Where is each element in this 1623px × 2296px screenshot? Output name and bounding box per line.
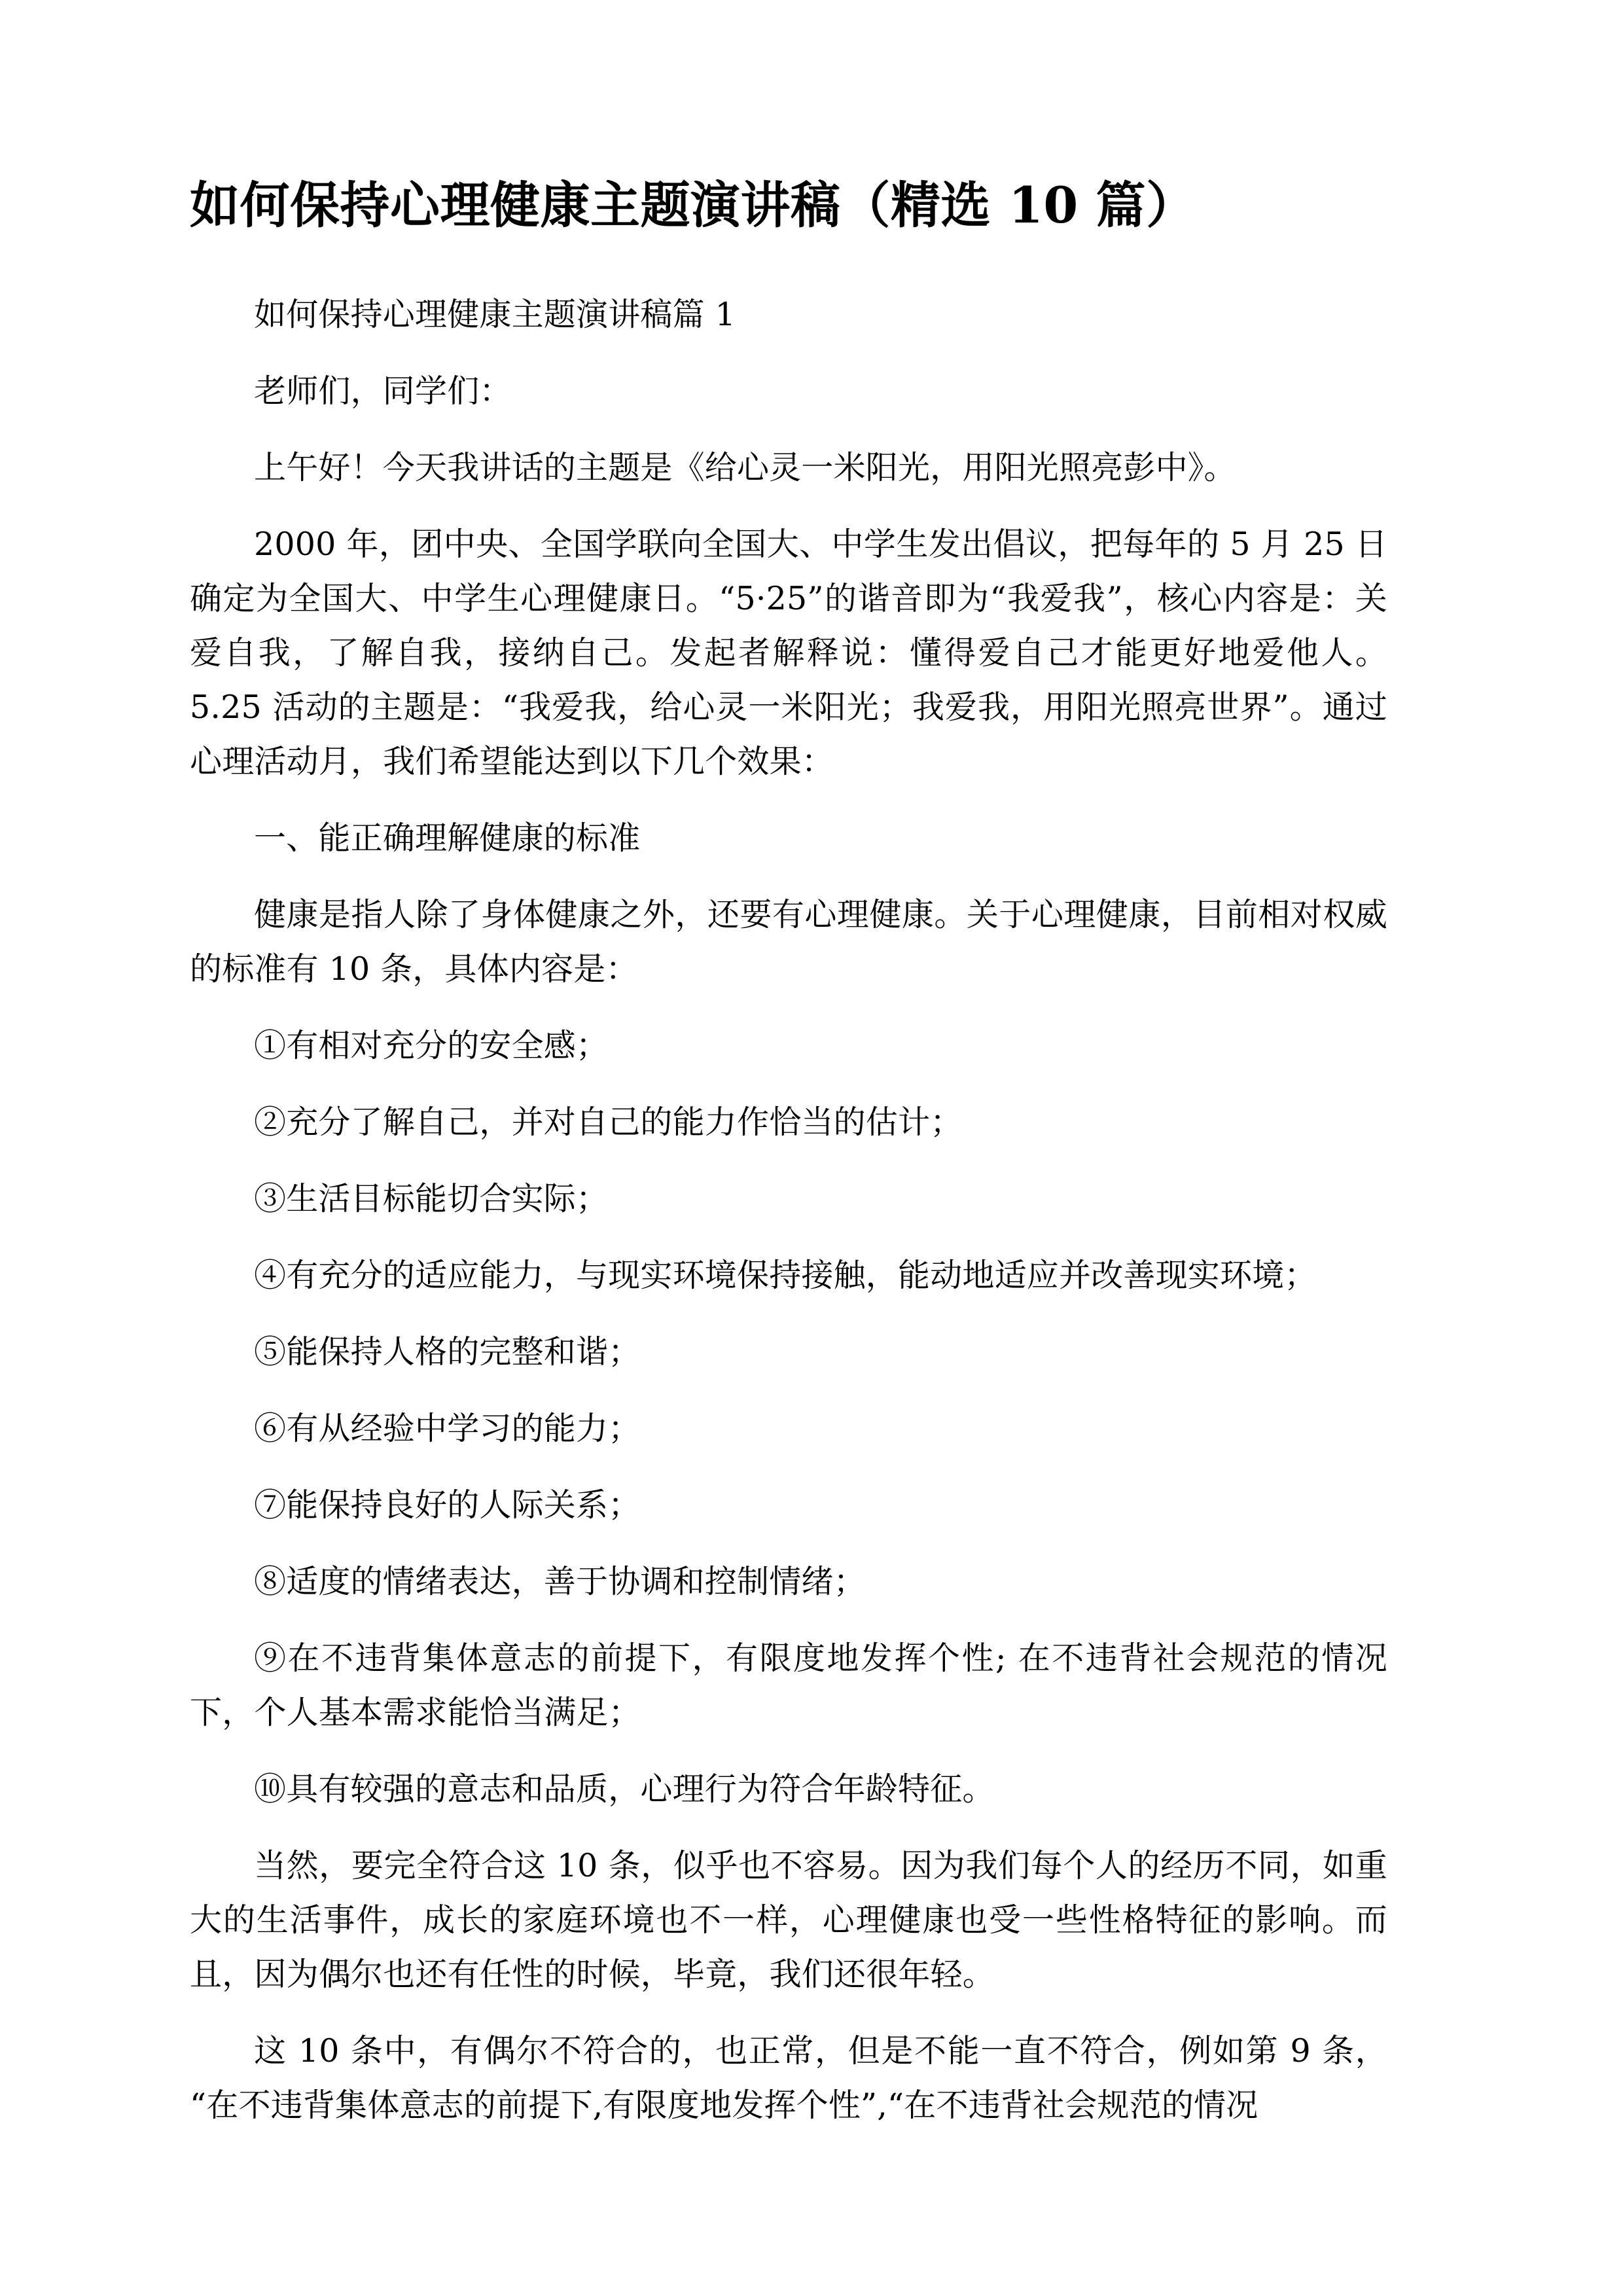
paragraph-health-definition: 健康是指人除了身体健康之外，还要有心理健康。关于心理健康，目前相对权威的标准有 10 条，具体内容是： <box>190 895 1387 988</box>
list-item-7: ⑦能保持良好的人际关系； <box>254 1486 641 1524</box>
page-title: 如何保持心理健康主题演讲稿（精选 10 篇） <box>190 176 1196 234</box>
list-item-8: ⑧适度的情绪表达，善于协调和控制情绪； <box>254 1562 866 1600</box>
paragraph-subtitle: 如何保持心理健康主题演讲稿篇 1 <box>254 295 736 333</box>
list-item-1: ①有相对充分的安全感； <box>254 1026 609 1064</box>
list-item-2: ②充分了解自己，并对自己的能力作恰当的估计； <box>254 1103 963 1141</box>
list-item-10: ⑩具有较强的意志和品质，心理行为符合年龄特征。 <box>254 1770 995 1808</box>
list-item-6: ⑥有从经验中学习的能力； <box>254 1409 641 1447</box>
paragraph-history-2000: 2000 年，团中央、全国学联向全国大、中学生发出倡议，把每年的 5 月 25 日确定为全国大、中学生心理健康日。“5·25”的谐音即为“我爱我”，核心内容是：关爱自我，了解自我，接纳自己。发起者解释说：懂得爱自己才能更好地爱他人。5.25 活动的主题是：“我爱我，给心灵一米阳光；我爱我，用阳光照亮世界”。通过心理活动月，我们希望能达到以下几个效果： <box>190 525 1387 780</box>
paragraph-of-course: 当然，要完全符合这 10 条，似乎也不容易。因为我们每个人的经历不同，如重大的生活事件，成长的家庭环境也不一样，心理健康也受一些性格特征的影响。而且，因为偶尔也还有任性的时候，毕竟，我们还很年轻。 <box>190 1846 1387 1993</box>
heading-section-one: 一、能正确理解健康的标准 <box>254 819 641 857</box>
list-item-4: ④有充分的适应能力，与现实环境保持接触，能动地适应并改善现实环境； <box>254 1256 1317 1294</box>
list-item-5: ⑤能保持人格的完整和谐； <box>254 1333 641 1371</box>
paragraph-salutation: 老师们，同学们： <box>254 372 512 410</box>
paragraph-ten-items-note: 这 10 条中，有偶尔不符合的，也正常，但是不能一直不符合，例如第 9 条，“在不违背集体意志的前提下,有限度地发挥个性”,“在不违背社会规范的情况 <box>190 2032 1387 2124</box>
list-item-9: ⑨在不违背集体意志的前提下，有限度地发挥个性; 在不违背社会规范的情况下，个人基本需求能恰当满足； <box>190 1639 1387 1731</box>
page-content <box>190 175 1387 2132</box>
paragraph-greeting: 上午好！今天我讲话的主题是《给心灵一米阳光，用阳光照亮彭中》。 <box>254 448 1236 486</box>
list-item-3: ③生活目标能切合实际； <box>254 1179 609 1217</box>
document-body <box>190 287 1387 2132</box>
